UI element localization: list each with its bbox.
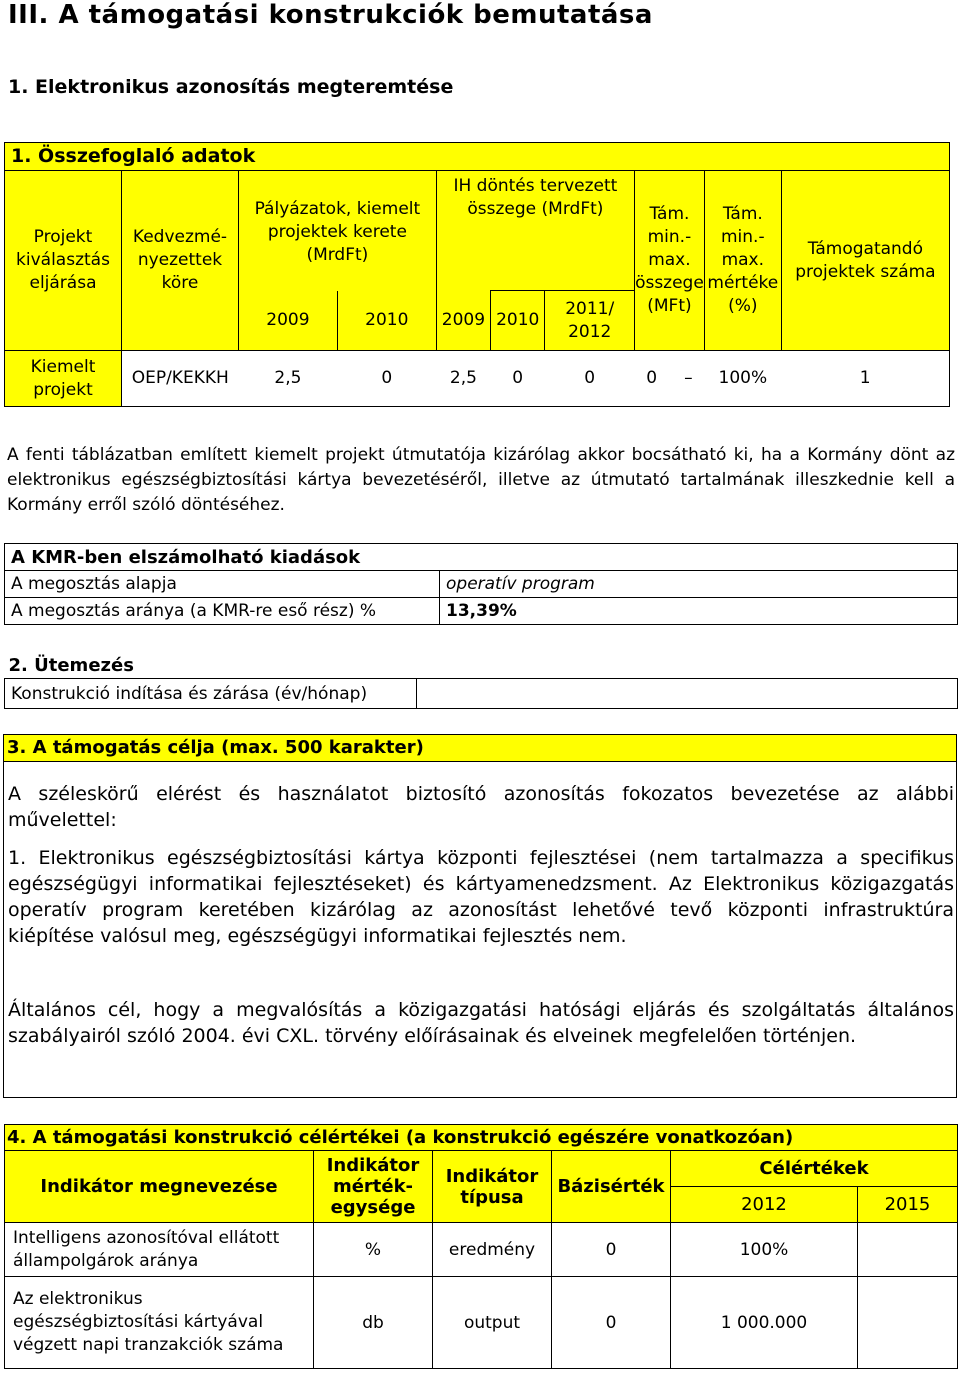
summary-table	[4, 142, 950, 407]
col-ih: IH döntés tervezett összege (MrdFt)	[436, 171, 634, 291]
kmr-basis-value: operatív program	[440, 571, 958, 598]
col-target-2012: 2012	[671, 1187, 858, 1223]
kmr-ratio-value: 13,39%	[440, 598, 958, 625]
indicator-row-2015	[857, 1223, 957, 1277]
kmr-ratio-label: A megosztás aránya (a KMR-re eső rész) %	[5, 598, 440, 625]
col-ih-2011: 2011/ 2012	[545, 291, 635, 351]
indicator-row-type: eredmény	[433, 1223, 552, 1277]
col-ih-2010: 2010	[491, 291, 545, 351]
col-indicator-base: Bázisérték	[552, 1151, 671, 1223]
indicator-row-2012: 1 000.000	[671, 1277, 858, 1369]
col-indicator-name: Indikátor megnevezése	[5, 1151, 314, 1223]
row-selection: Kiemelt projekt	[5, 351, 122, 407]
col-amount: Tám. min.-max. összege (MFt)	[635, 171, 705, 351]
indicator-row-type: output	[433, 1277, 552, 1369]
row-f2010: 0	[337, 351, 436, 407]
indicator-row-base: 0	[552, 1277, 671, 1369]
row-amount: 0 –	[635, 351, 705, 407]
goal-p2: 1. Elektronikus egészségbiztosítási kártya központi fejlesztései (nem tartalmazza a specifikus egészségügyi informatikai fejlesztéseket) és kártyamenedzsment. Az Elektronikus közigazgatás operatív program keretében kizárólag az azonosítást lehetővé tevő központi infrastruktúra kiépítése valósul meg, egészségügyi informatikai fejlesztés nem.	[8, 847, 954, 947]
col-indicator-unit: Indikátor mérték-egysége	[314, 1151, 433, 1223]
row-i2010: 0	[491, 351, 545, 407]
indicator-heading: 4. A támogatási konstrukció célértékei (a konstrukció egészére vonatkozóan)	[5, 1125, 958, 1151]
indicator-row-base: 0	[552, 1223, 671, 1277]
row-rate: 100%	[704, 351, 781, 407]
indicator-row-2012: 100%	[671, 1223, 858, 1277]
col-indicator-target: Célértékek	[671, 1151, 958, 1187]
indicator-row-unit: db	[314, 1277, 433, 1369]
kmr-table	[4, 543, 958, 625]
goal-heading: 3. A támogatás célja (max. 500 karakter)	[4, 735, 956, 762]
goal-box	[3, 734, 957, 1098]
col-rate: Tám. min.-max. mértéke (%)	[704, 171, 781, 351]
schedule-heading: 2. Ütemezés	[8, 654, 134, 676]
goal-p1: A széleskörű elérést és használatot biztosító azonosítás fokozatos bevezetése az alábbi művelettel:	[8, 783, 954, 831]
col-indicator-type: Indikátor típusa	[433, 1151, 552, 1223]
section-subtitle: 1. Elektronikus azonosítás megteremtése	[8, 76, 454, 98]
col-count: Támogatandó projektek száma	[781, 171, 949, 351]
summary-heading: 1. Összefoglaló adatok	[5, 143, 950, 171]
row-i2009: 2,5	[436, 351, 490, 407]
indicator-row-2015	[857, 1277, 957, 1369]
note-paragraph: A fenti táblázatban említett kiemelt projekt útmutatója kizárólag akkor bocsátható ki, ha a Kormány dönt az elektronikus egészségbiztosítási kártya bevezetéséről, illetve az útmutató tartalmának illeszkednie kell a Kormány erről szóló döntéséhez.	[7, 445, 955, 515]
indicator-row-unit: %	[314, 1223, 433, 1277]
row-f2009: 2,5	[239, 351, 338, 407]
goal-p3: Általános cél, hogy a megvalósítás a közigazgatási hatósági eljárás és szolgáltatás általános szabályairól szóló 2004. évi CXL. törvény előírásainak és elveinek megfelelően történjen.	[8, 999, 954, 1047]
indicator-table	[4, 1124, 958, 1369]
col-selection: Projekt kiválasztás eljárása	[5, 171, 122, 351]
indicator-row-name: Intelligens azonosítóval ellátott állampolgárok aránya	[5, 1223, 314, 1277]
row-beneficiaries: OEP/KEKKH	[122, 351, 239, 407]
schedule-label: Konstrukció indítása és zárása (év/hónap)	[5, 679, 417, 709]
col-frame: Pályázatok, kiemelt projektek kerete (MrdFt)	[239, 171, 437, 291]
schedule-table	[4, 652, 958, 709]
row-count: 1	[781, 351, 949, 407]
indicator-row-name: Az elektronikus egészségbiztosítási kártyával végzett napi tranzakciók száma	[5, 1277, 314, 1369]
kmr-basis-label: A megosztás alapja	[5, 571, 440, 598]
col-ih-2009: 2009	[436, 291, 490, 351]
col-frame-2009: 2009	[239, 291, 338, 351]
row-i2011: 0	[545, 351, 635, 407]
kmr-heading: A KMR-ben elszámolható kiadások	[5, 544, 958, 571]
col-frame-2010: 2010	[337, 291, 436, 351]
page-title: III. A támogatási konstrukciók bemutatása	[8, 0, 653, 30]
schedule-value	[417, 679, 958, 709]
col-target-2015: 2015	[857, 1187, 957, 1223]
col-beneficiaries: Kedvezmé-nyezettek köre	[122, 171, 239, 351]
